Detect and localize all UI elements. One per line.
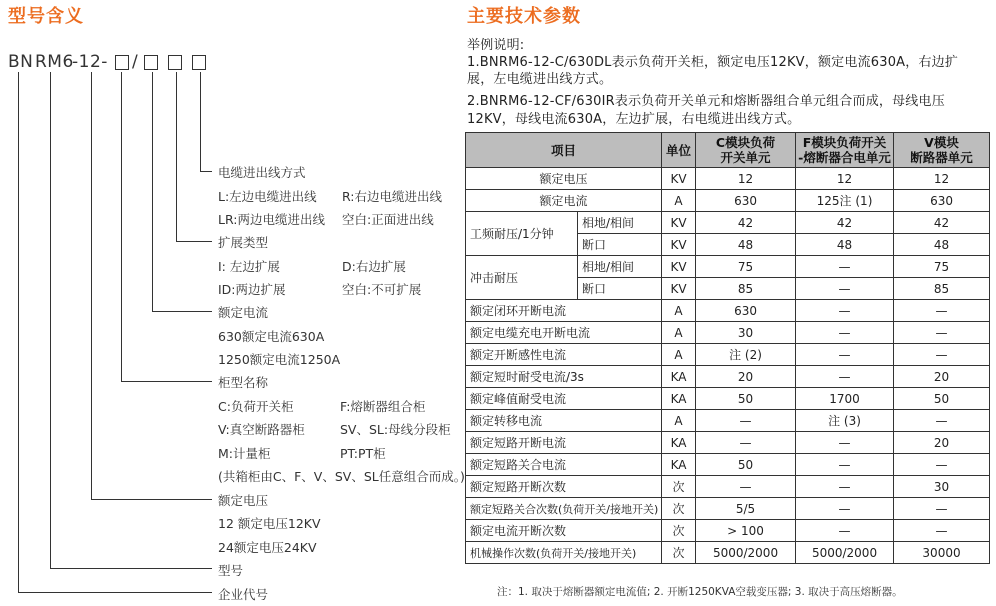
table-cell: 5000/2000 [796, 542, 894, 564]
leader-line-extension [176, 72, 177, 242]
table-cell: 5/5 [696, 498, 796, 520]
header-text: 开关单元 [720, 150, 771, 165]
desc-cable-both: LR:两边电缆进出线 [218, 212, 325, 227]
table-cell: — [696, 432, 796, 454]
spec-table [465, 132, 990, 564]
table-row [466, 300, 990, 322]
table-cell: 42 [696, 212, 796, 234]
table-cell: 次 [662, 542, 696, 564]
table-cell: — [894, 520, 990, 542]
header-text: -熔断器合电单元 [798, 150, 891, 165]
table-cell: — [696, 476, 796, 498]
table-cell: 额定短路关合次数(负荷开关/接地开关) [466, 498, 662, 520]
example-1-line-1: 1.BNRM6-12-C/630DL表示负荷开关柜，额定电压12KV，额定电流630A，右边扩 [467, 55, 959, 70]
code-box-cabinet [115, 55, 129, 70]
table-cell: 30 [894, 476, 990, 498]
desc-extension-type: 扩展类型 [218, 235, 269, 250]
table-row [466, 388, 990, 410]
table-cell: A [662, 322, 696, 344]
example-2-line-2: 12KV，母线电流630A，左边扩展，右电缆进出线方式。 [467, 112, 801, 127]
table-cell: KV [662, 234, 696, 256]
desc-cable-mode: 电缆进出线方式 [218, 165, 306, 180]
header-item: 项目 [466, 133, 662, 168]
desc-current-630: 630额定电流630A [218, 329, 325, 344]
table-cell: 20 [894, 366, 990, 388]
table-cell: > 100 [696, 520, 796, 542]
leader-tick-cable [200, 171, 212, 172]
leader-line-current [152, 72, 153, 312]
table-cell: 额定电压 [466, 168, 662, 190]
table-cell: 1700 [796, 388, 894, 410]
table-cell: KV [662, 256, 696, 278]
table-cell: — [796, 256, 894, 278]
code-box-current [144, 55, 158, 70]
header-unit: 单位 [662, 133, 696, 168]
model-meaning-title: 型号含义 [8, 6, 84, 27]
table-cell: 额定峰值耐受电流 [466, 388, 662, 410]
table-cell: 额定短时耐受电流/3s [466, 366, 662, 388]
table-cell: 次 [662, 476, 696, 498]
leader-line-voltage [91, 72, 92, 500]
tech-params-title: 主要技术参数 [467, 6, 581, 27]
table-row [466, 410, 990, 432]
desc-cable-front: 空白:正面进出线 [342, 212, 434, 227]
table-cell: — [796, 476, 894, 498]
table-cell: 额定电缆充电开断电流 [466, 322, 662, 344]
table-cell: — [796, 322, 894, 344]
desc-cabinet-v: V:真空断路器柜 [218, 422, 305, 437]
table-cell: — [894, 344, 990, 366]
code-box-cable [192, 55, 206, 70]
code-slash: / [132, 52, 139, 72]
table-cell: 12 [894, 168, 990, 190]
example-label: 举例说明: [467, 38, 525, 53]
table-row [466, 344, 990, 366]
table-cell: 630 [894, 190, 990, 212]
code-box-extension [168, 55, 182, 70]
header-text: 断路器单元 [910, 150, 973, 165]
table-row [466, 366, 990, 388]
table-cell: 50 [696, 454, 796, 476]
code-model: RM6 [35, 52, 74, 72]
desc-voltage-24: 24额定电压24KV [218, 540, 317, 555]
table-cell: 20 [696, 366, 796, 388]
table-cell: — [796, 300, 894, 322]
table-cell: 85 [696, 278, 796, 300]
table-cell: KA [662, 366, 696, 388]
table-cell: 12 [796, 168, 894, 190]
desc-cabinet-pt: PT:PT柜 [340, 446, 386, 461]
header-text: V模块 [924, 135, 959, 150]
table-cell: 630 [696, 300, 796, 322]
leader-tick-cabinet [121, 381, 212, 382]
table-cell: 85 [894, 278, 990, 300]
table-cell: A [662, 190, 696, 212]
table-cell: 12 [696, 168, 796, 190]
table-cell: A [662, 344, 696, 366]
table-cell: 断口 [578, 278, 662, 300]
table-cell: 630 [696, 190, 796, 212]
desc-voltage-12: 12 额定电压12KV [218, 516, 321, 531]
table-cell: 75 [894, 256, 990, 278]
table-cell: KV [662, 168, 696, 190]
table-cell: — [696, 410, 796, 432]
header-f-module [796, 133, 894, 168]
desc-company-code: 企业代号 [218, 587, 269, 602]
desc-model: 型号 [218, 563, 244, 578]
example-2-line-1: 2.BNRM6-12-CF/630IR表示负荷开关单元和熔断器组合单元组合而成，母线电压 [467, 94, 945, 109]
header-text: C模块负荷 [715, 135, 776, 150]
leader-tick-company [18, 592, 212, 593]
header-v-module [894, 133, 990, 168]
table-cell: 20 [894, 432, 990, 454]
leader-tick-model [50, 568, 212, 569]
table-cell: — [796, 454, 894, 476]
table-cell: 冲击耐压 [466, 256, 578, 300]
table-cell: 断口 [578, 234, 662, 256]
desc-ext-right: D:右边扩展 [342, 259, 406, 274]
desc-rated-current: 额定电流 [218, 305, 269, 320]
desc-cabinet-sv: SV、SL:母线分段柜 [340, 422, 451, 437]
leader-line-company [18, 72, 19, 593]
table-cell: 次 [662, 520, 696, 542]
table-cell: — [894, 454, 990, 476]
leader-tick-extension [176, 241, 212, 242]
table-header-row [466, 133, 990, 168]
desc-cabinet-m: M:计量柜 [218, 446, 271, 461]
table-cell: KV [662, 212, 696, 234]
table-row [466, 212, 990, 234]
table-cell: 48 [796, 234, 894, 256]
leader-line-cabinet [121, 72, 122, 382]
table-cell: — [796, 344, 894, 366]
table-cell: 额定电流 [466, 190, 662, 212]
table-cell: KA [662, 388, 696, 410]
table-row [466, 190, 990, 212]
table-cell: A [662, 300, 696, 322]
desc-cable-right: R:右边电缆进出线 [342, 189, 443, 204]
table-cell: 额定短路开断次数 [466, 476, 662, 498]
table-cell: 相地/相间 [578, 212, 662, 234]
table-row [466, 168, 990, 190]
example-1-line-2: 展，左电缆进出线方式。 [467, 72, 613, 87]
table-cell: 额定电流开断次数 [466, 520, 662, 542]
code-company: BN [8, 52, 34, 72]
table-row [466, 256, 990, 278]
table-cell: 48 [894, 234, 990, 256]
code-voltage: -12- [72, 52, 108, 72]
table-cell: 5000/2000 [696, 542, 796, 564]
table-row [466, 476, 990, 498]
table-cell: KA [662, 454, 696, 476]
leader-line-cable [200, 72, 201, 172]
table-cell: 额定闭环开断电流 [466, 300, 662, 322]
header-c-module [696, 133, 796, 168]
table-cell: 注 (3) [796, 410, 894, 432]
table-cell: — [796, 278, 894, 300]
table-cell: 48 [696, 234, 796, 256]
desc-cabinet-combo: (共箱柜由C、F、V、SV、SL任意组合而成。) [218, 469, 465, 484]
table-cell: 工频耐压/1分钟 [466, 212, 578, 256]
table-cell: 75 [696, 256, 796, 278]
table-row [466, 498, 990, 520]
table-cell: 额定转移电流 [466, 410, 662, 432]
desc-rated-voltage: 额定电压 [218, 493, 269, 508]
table-cell: 42 [796, 212, 894, 234]
desc-ext-both: ID:两边扩展 [218, 282, 286, 297]
table-cell: 机械操作次数(负荷开关/接地开关) [466, 542, 662, 564]
table-cell: A [662, 410, 696, 432]
table-row [466, 454, 990, 476]
table-cell: KA [662, 432, 696, 454]
desc-ext-none: 空白:不可扩展 [342, 282, 422, 297]
table-cell: — [796, 432, 894, 454]
table-cell: 注 (2) [696, 344, 796, 366]
header-text: F模块负荷开关 [802, 135, 887, 150]
desc-cabinet-name: 柜型名称 [218, 375, 269, 390]
table-cell: 额定开断感性电流 [466, 344, 662, 366]
table-cell: 额定短路关合电流 [466, 454, 662, 476]
table-cell: — [894, 322, 990, 344]
table-cell: KV [662, 278, 696, 300]
desc-cabinet-c: C:负荷开关柜 [218, 399, 294, 414]
table-cell: — [796, 498, 894, 520]
table-row [466, 520, 990, 542]
desc-ext-left: I: 左边扩展 [218, 259, 280, 274]
table-footnote: 注：1. 取决于熔断器额定电流值; 2. 开断1250KVA空载变压器; 3. 取决于高压熔断器。 [497, 586, 903, 598]
table-cell: 30 [696, 322, 796, 344]
desc-cable-left: L:左边电缆进出线 [218, 189, 317, 204]
table-cell: 额定短路开断电流 [466, 432, 662, 454]
table-cell: — [796, 366, 894, 388]
table-row [466, 432, 990, 454]
leader-tick-voltage [91, 499, 212, 500]
desc-current-1250: 1250额定电流1250A [218, 352, 341, 367]
table-row [466, 322, 990, 344]
table-cell: 42 [894, 212, 990, 234]
table-cell: — [796, 520, 894, 542]
table-cell: — [894, 498, 990, 520]
table-cell: 次 [662, 498, 696, 520]
table-cell: 相地/相间 [578, 256, 662, 278]
leader-tick-current [152, 311, 212, 312]
table-cell: 125注 (1) [796, 190, 894, 212]
table-row [466, 542, 990, 564]
table-cell: 50 [696, 388, 796, 410]
leader-line-model [50, 72, 51, 569]
table-cell: 50 [894, 388, 990, 410]
table-cell: — [894, 300, 990, 322]
table-cell: — [894, 410, 990, 432]
table-cell: 30000 [894, 542, 990, 564]
desc-cabinet-f: F:熔断器组合柜 [340, 399, 426, 414]
